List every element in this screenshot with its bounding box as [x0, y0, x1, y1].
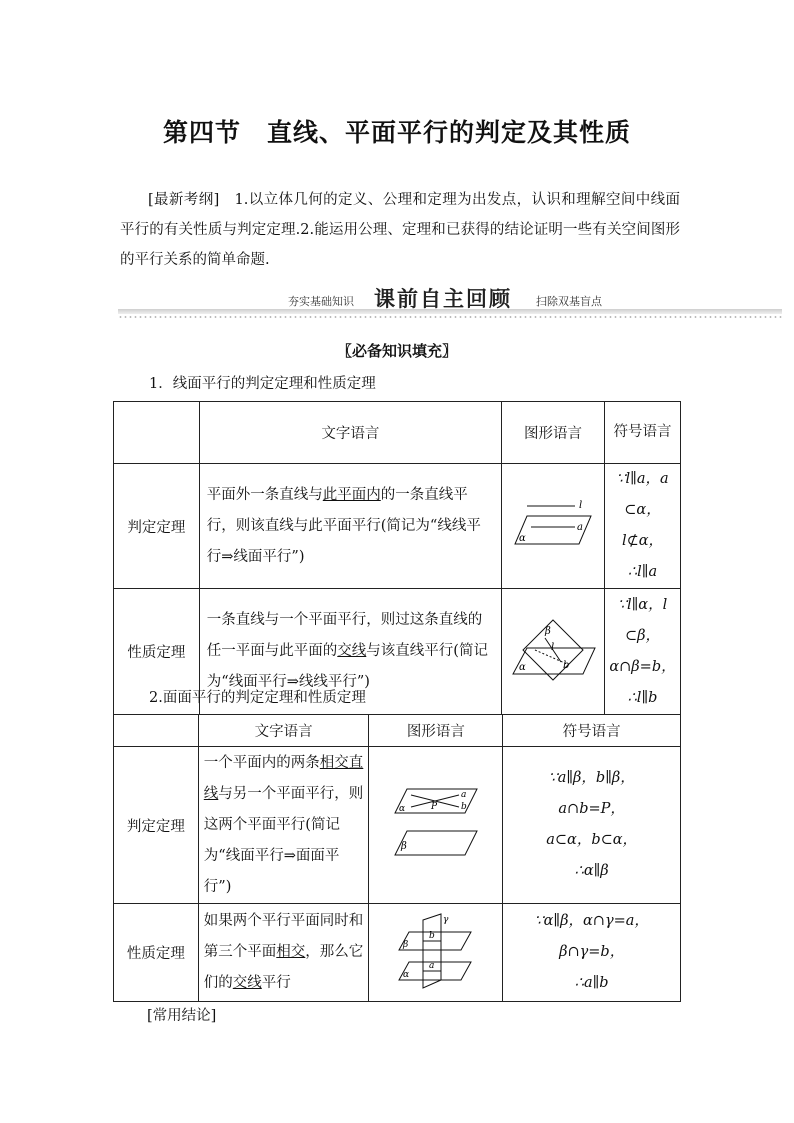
svg-text:l: l [551, 641, 555, 653]
svg-text:α: α [398, 804, 405, 814]
svg-text:l: l [579, 500, 583, 511]
plane-plane-property-figure [391, 910, 481, 992]
footer-note: [常用结论] [147, 1008, 217, 1024]
row-symbols: ∵l∥a，a ⊂α，l⊄α， ∴l∥a [605, 464, 681, 589]
section-banner [118, 283, 782, 323]
banner-left-text: 夯实基础知识 [288, 295, 354, 308]
svg-text:β: β [545, 625, 551, 637]
svg-text:α: α [402, 969, 409, 980]
line-plane-criterion-figure [505, 494, 601, 554]
svg-text:β: β [400, 841, 407, 852]
header-text-lang: 文字语言 [198, 715, 369, 747]
row-figure [502, 589, 605, 715]
header-symbol-lang: 符号语言 [605, 402, 681, 464]
intro-tag: [最新考纲] [148, 192, 220, 208]
row-symbols: ∵α∥β，α∩γ=a， β∩γ=b， ∴a∥b [503, 904, 681, 1002]
svg-text:γ: γ [442, 914, 449, 925]
banner-right-text: 扫除双基盲点 [536, 295, 602, 308]
svg-text:α: α [519, 533, 526, 544]
row-name: 性质定理 [114, 589, 200, 715]
row-text: 一条直线与一个平面平行，则过这条直线的任一平面与此平面的交线与该直线平行(简记为“线面平行⇒线线平行”) [199, 589, 501, 715]
header-empty [114, 402, 200, 464]
row-figure [369, 747, 503, 904]
header-figure-lang: 图形语言 [502, 402, 605, 464]
table-header-row [114, 402, 681, 464]
table-row [114, 747, 681, 904]
svg-text:b: b [460, 802, 467, 812]
table-header-row [114, 715, 681, 747]
row-text: 如果两个平行平面同时和第三个平面相交，那么它们的交线平行 [198, 904, 369, 1002]
row-name: 性质定理 [114, 904, 199, 1002]
plane-plane-criterion-figure [391, 785, 481, 861]
svg-text:a: a [428, 960, 435, 971]
svg-text:P: P [430, 802, 437, 812]
banner-main-text: 课前自主回顾 [374, 287, 512, 311]
header-figure-lang: 图形语言 [369, 715, 503, 747]
section-label-text: 必备知识填充 [351, 342, 442, 360]
header-symbol-lang: 符号语言 [503, 715, 681, 747]
line-plane-table [113, 401, 681, 715]
table-row [114, 904, 681, 1002]
part1-heading: 1．线面平行的判定定理和性质定理 [149, 376, 376, 392]
part2-heading: 2.面面平行的判定定理和性质定理 [149, 690, 366, 706]
intro-paragraph [120, 185, 680, 275]
table-row [114, 464, 681, 589]
svg-text:a: a [460, 790, 467, 800]
row-text: 一个平面内的两条相交直线与另一个平面平行，则这两个平面平行(简记为“线面平行⇒面面平行”) [198, 747, 369, 904]
svg-text:b: b [563, 659, 570, 671]
header-text-lang: 文字语言 [199, 402, 501, 464]
row-text: 平面外一条直线与此平面内的一条直线平行，则该直线与此平面平行(简记为“线线平行⇒线面平行”) [199, 464, 501, 589]
section-label: 〖必备知识填充〗 [336, 342, 458, 360]
svg-text:b: b [428, 930, 435, 941]
row-figure [502, 464, 605, 589]
row-symbols: ∵a∥β，b∥β， a∩b=P， a⊂α，b⊂α， ∴α∥β [503, 747, 681, 904]
svg-text:a: a [577, 522, 583, 533]
intro-text: 1.以立体几何的定义、公理和定理为出发点，认识和理解空间中线面平行的有关性质与判定定理.2.能运用公理、定理和已获得的结论证明一些有关空间图形的平行关系的简单命题. [120, 192, 680, 268]
banner-dots [118, 315, 782, 319]
row-symbols: ∵l∥α，l ⊂β， α∩β=b， ∴l∥b [605, 589, 681, 715]
row-name: 判定定理 [114, 747, 199, 904]
row-figure [369, 904, 503, 1002]
row-name: 判定定理 [114, 464, 200, 589]
svg-text:β: β [402, 939, 409, 950]
page-title: 第四节 直线、平面平行的判定及其性质 [162, 118, 631, 147]
plane-plane-table [113, 714, 681, 1002]
header-empty [114, 715, 199, 747]
line-plane-property-figure [505, 610, 601, 690]
svg-text:α: α [519, 661, 526, 673]
